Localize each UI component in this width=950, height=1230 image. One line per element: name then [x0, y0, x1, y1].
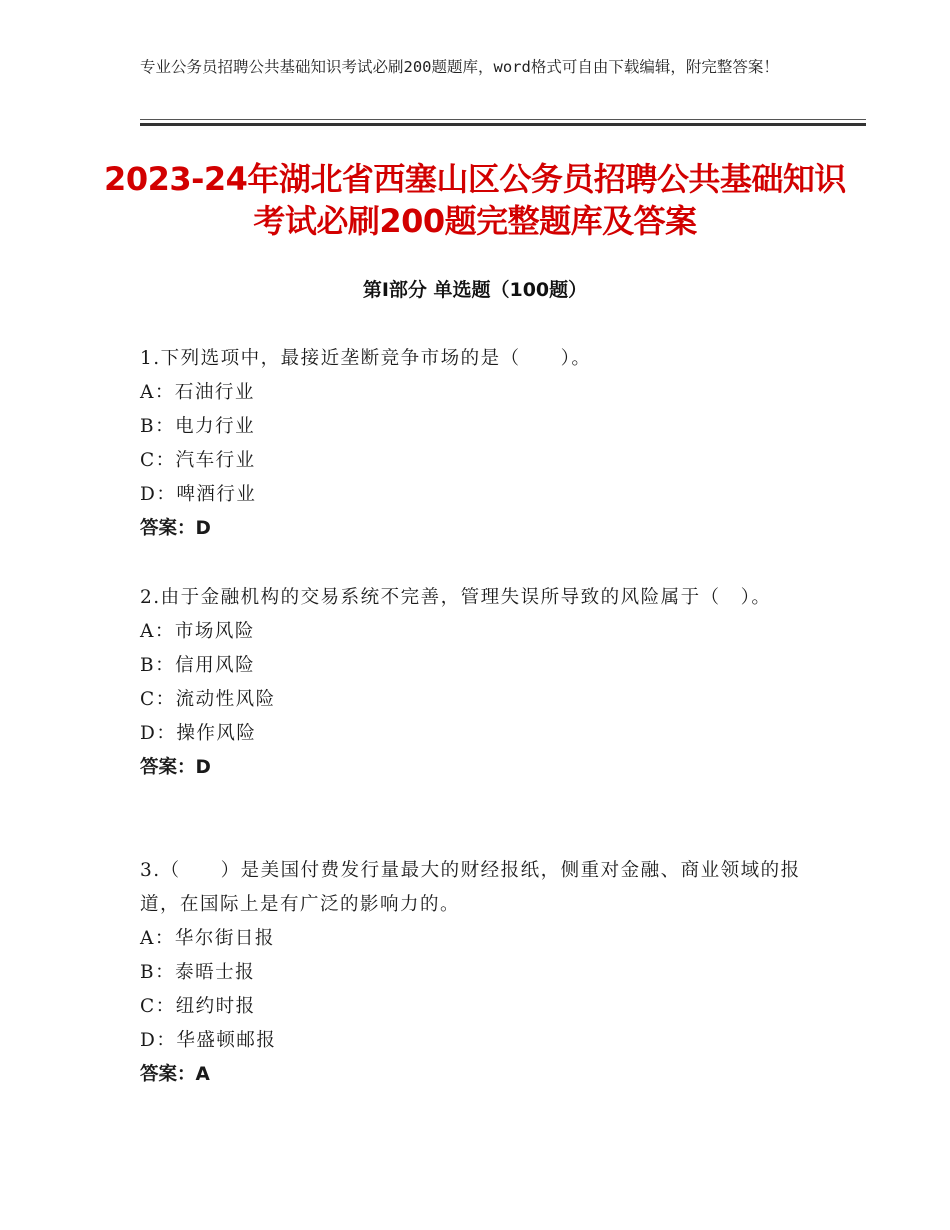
answer: 答案：D — [140, 757, 211, 778]
option-c: C：纽约时报 — [140, 996, 256, 1017]
section-title: 第Ⅰ部分 单选题（100题） — [362, 279, 588, 301]
option-a: A：石油行业 — [140, 382, 255, 403]
option-d: D：华盛顿邮报 — [140, 1030, 277, 1051]
document-title: 2023-24年湖北省西塞山区公务员招聘公共基础知识考试必刷200题完整题库及答案 — [104, 160, 846, 240]
question-stem: 1.下列选项中，最接近垄断竞争市场的是（ ）。 — [140, 348, 592, 369]
answer: 答案：D — [140, 518, 211, 539]
option-c: C：流动性风险 — [140, 689, 276, 710]
header-note: 专业公务员招聘公共基础知识考试必刷200题题库，word格式可自由下载编辑，附完整答案！ — [140, 58, 779, 76]
option-a: A：华尔街日报 — [140, 928, 275, 949]
question-1 — [140, 342, 810, 546]
option-d: D：操作风险 — [140, 723, 257, 744]
option-b: B：信用风险 — [140, 655, 256, 676]
header-divider-thick — [140, 123, 866, 126]
option-a: A：市场风险 — [140, 621, 255, 642]
option-c: C：汽车行业 — [140, 450, 256, 471]
option-b: B：泰晤士报 — [140, 962, 256, 983]
option-b: B：电力行业 — [140, 416, 256, 437]
question-2 — [140, 581, 810, 785]
question-stem: 3.（ ）是美国付费发行量最大的财经报纸，侧重对金融、商业领域的报道，在国际上是有广泛的影响力的。 — [140, 860, 801, 915]
question-stem: 2.由于金融机构的交易系统不完善，管理失误所导致的风险属于（ ）。 — [140, 587, 772, 608]
question-3 — [140, 854, 810, 1092]
option-d: D：啤酒行业 — [140, 484, 257, 505]
answer: 答案：A — [140, 1064, 210, 1085]
header-divider-thin — [140, 119, 866, 120]
